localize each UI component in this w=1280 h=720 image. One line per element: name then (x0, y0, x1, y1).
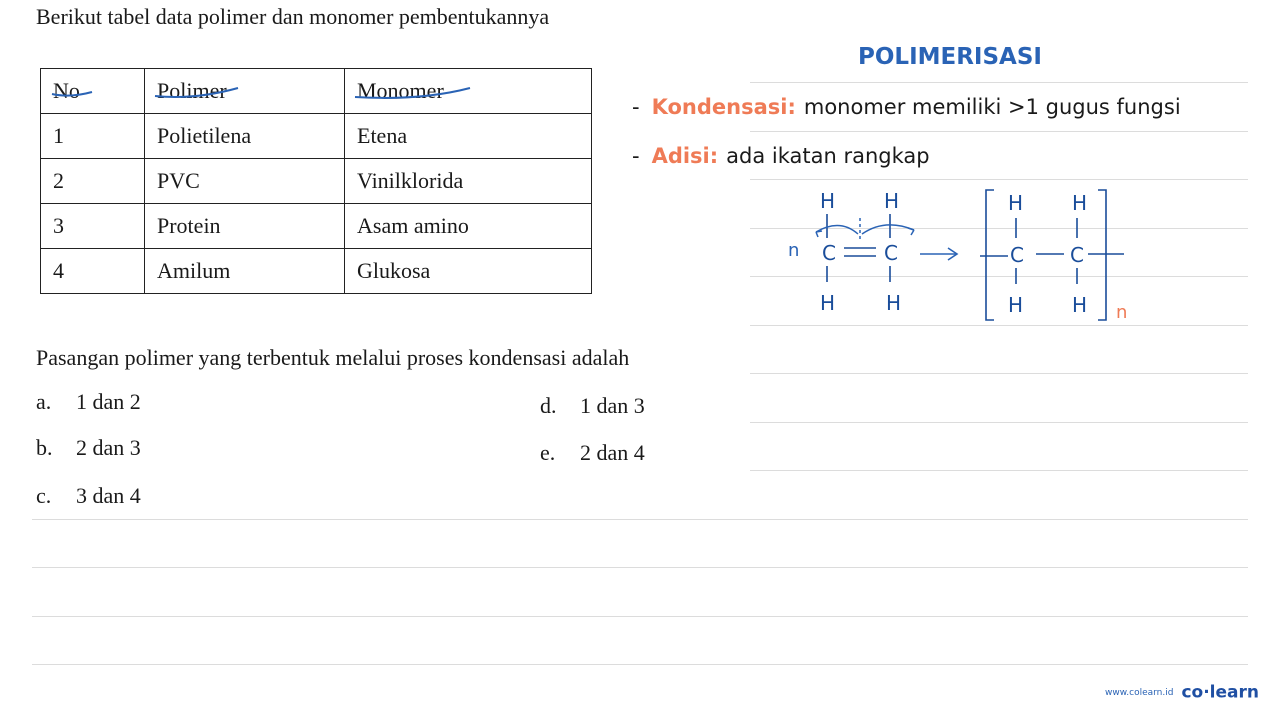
polymerization-formula (780, 178, 1160, 328)
logo-brand: co·learn (1181, 682, 1259, 703)
note-dash: - (632, 95, 640, 119)
table-cell: Amilum (145, 249, 345, 294)
table-cell: Glukosa (345, 249, 592, 294)
notes-title: POLIMERISASI (858, 44, 1042, 70)
option-b[interactable] (36, 435, 141, 461)
option-text: 3 dan 4 (76, 483, 141, 508)
table-cell: PVC (145, 159, 345, 204)
kondensasi-text: monomer memiliki >1 gugus fungsi (803, 95, 1181, 119)
adisi-label: Adisi: (651, 144, 719, 168)
atom-c: C (1010, 243, 1024, 267)
option-e[interactable] (540, 440, 645, 466)
atom-c: C (822, 241, 836, 265)
table-cell: Vinilklorida (345, 159, 592, 204)
option-text: 1 dan 2 (76, 389, 141, 414)
option-c[interactable] (36, 483, 141, 509)
table-cell: Protein (145, 204, 345, 249)
header-underlines (0, 0, 600, 110)
atom-h: H (886, 291, 902, 315)
header-monomer: Monomer (345, 69, 592, 114)
kondensasi-label: Kondensasi: (651, 95, 796, 119)
table-cell: Asam amino (345, 204, 592, 249)
atom-h: H (1072, 191, 1088, 215)
adisi-text: ada ikatan rangkap (726, 144, 930, 168)
option-letter: c. (36, 483, 52, 508)
atom-h: H (1008, 191, 1024, 215)
note-adisi (632, 144, 930, 168)
question-title: Berikut tabel data polimer dan monomer pembentukannya (36, 4, 550, 29)
curved-arrows (816, 218, 914, 242)
coefficient-n: n (788, 240, 800, 261)
table-row (41, 159, 592, 204)
table-row (41, 249, 592, 294)
option-text: 1 dan 3 (580, 393, 645, 418)
atom-c: C (1070, 243, 1084, 267)
option-a[interactable] (36, 389, 141, 415)
atom-h: H (1072, 293, 1088, 317)
option-letter: e. (540, 440, 556, 465)
option-letter: a. (36, 389, 52, 414)
table-row (41, 204, 592, 249)
table-cell: Etena (345, 114, 592, 159)
table-cell: Polietilena (145, 114, 345, 159)
header-no: No (41, 69, 145, 114)
option-letter: d. (540, 393, 557, 418)
header-polimer: Polimer (145, 69, 345, 114)
table-cell: 4 (41, 249, 145, 294)
option-letter: b. (36, 435, 53, 460)
subscript-n: n (1116, 302, 1128, 323)
option-d[interactable] (540, 393, 645, 419)
option-text: 2 dan 3 (76, 435, 141, 460)
table-cell: 2 (41, 159, 145, 204)
note-kondensasi (632, 95, 1181, 119)
atom-h: H (820, 291, 836, 315)
colearn-logo (1105, 682, 1259, 703)
atom-h: H (884, 189, 900, 213)
monomer-bonds (827, 214, 890, 282)
question-prompt: Pasangan polimer yang terbentuk melalui proses kondensasi adalah (36, 345, 630, 370)
logo-site: www.colearn.id (1105, 687, 1174, 698)
note-dash: - (632, 144, 640, 168)
polymer-bonds (980, 218, 1124, 284)
atom-h: H (1008, 293, 1024, 317)
atom-h: H (820, 189, 836, 213)
option-text: 2 dan 4 (580, 440, 645, 465)
atom-c: C (884, 241, 898, 265)
table-cell: 3 (41, 204, 145, 249)
table-row (41, 114, 592, 159)
table-cell: 1 (41, 114, 145, 159)
polymer-brackets (986, 190, 1106, 320)
reaction-arrow (920, 248, 957, 260)
